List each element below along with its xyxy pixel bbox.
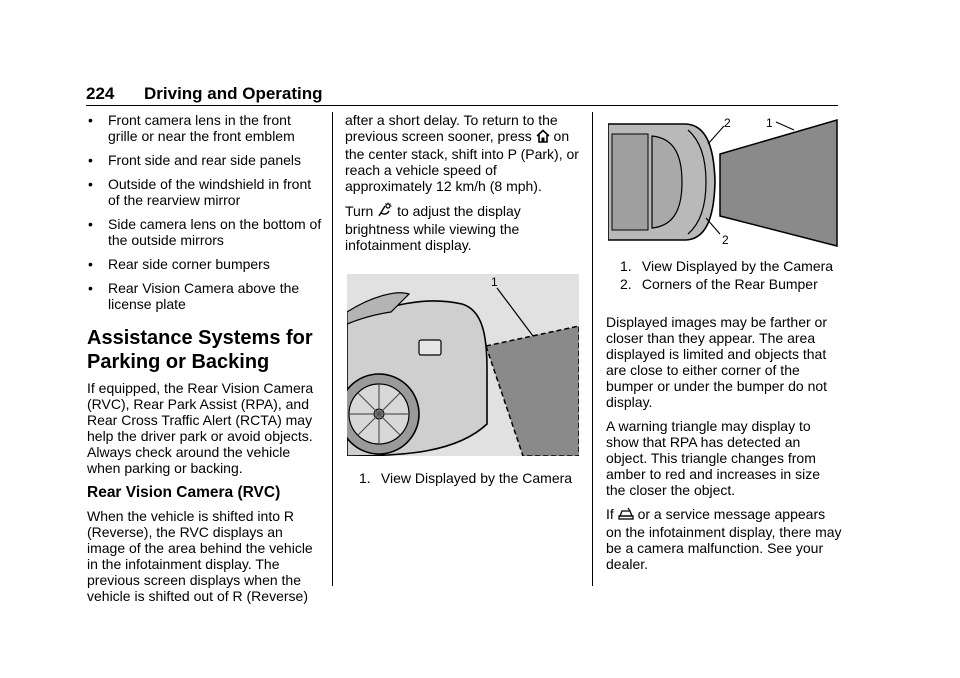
figure-label: 1	[491, 275, 498, 289]
figure-label-2-top: 2	[724, 116, 731, 130]
brightness-icon	[377, 202, 393, 221]
list-item: • Side camera lens on the bottom of the outside mirrors	[88, 216, 322, 248]
list-item: • Front camera lens in the front grille or near the front emblem	[88, 112, 295, 144]
intro-paragraph: If equipped, the Rear Vision Camera (RVC), Rear Park Assist (RPA), and Rear Cross Traffic Alert (RCTA) may help the driver park or avoid objects. Always check around the vehicle when parking or backing.	[87, 380, 314, 476]
bullet-icon: •	[88, 112, 93, 128]
caption-item: 2. Corners of the Rear Bumper	[620, 276, 818, 292]
bullet-icon: •	[88, 216, 93, 232]
page-number: 224	[86, 84, 115, 103]
section-title: Driving and Operating	[144, 84, 323, 103]
figure-label-2-bottom: 2	[722, 233, 729, 247]
list-item: • Outside of the windshield in front of the rearview mirror	[88, 176, 312, 208]
paragraph-return: after a short delay. To return to the previous screen sooner, press on the center stack, shift into P (Park), or reach a vehicle speed of approximately 12 km/h (8 mph).	[345, 112, 579, 194]
subsection-heading: Rear Vision Camera (RVC)	[87, 484, 281, 501]
page-header	[86, 84, 838, 106]
bullet-icon: •	[88, 256, 93, 272]
rear-camera-view-illustration	[347, 274, 579, 456]
list-item: • Rear side corner bumpers	[88, 256, 270, 272]
header-rule	[86, 105, 838, 106]
column-divider-2	[592, 112, 593, 586]
top-view-camera-illustration	[608, 112, 838, 250]
list-item: • Front side and rear side panels	[88, 152, 301, 168]
paragraph-brightness: Turn to adjust the display brightness while viewing the infotainment display.	[345, 203, 521, 253]
figure-captions	[606, 258, 842, 292]
column-divider-1	[332, 112, 333, 586]
bullet-icon: •	[88, 152, 93, 168]
section-heading: Assistance Systems for Parking or Backing	[87, 327, 313, 373]
paragraph-warning-triangle: A warning triangle may display to show that RPA has detected an object. This triangle changes from amber to red and increases in size the closer the object.	[606, 418, 820, 498]
paragraph-malfunction: If or a service message appears on the infotainment display, there may be a camera malfunction. See your dealer.	[606, 506, 842, 572]
paragraph-displayed-images: Displayed images may be farther or closer than they appear. The area displayed is limited and objects that are close to either corner of the bumper or under the bumper do not display.	[606, 314, 828, 410]
camera-warning-icon	[618, 507, 634, 524]
home-icon	[536, 129, 550, 146]
figure-caption: 1. View Displayed by the Camera	[359, 470, 573, 486]
figure-label-1: 1	[766, 116, 773, 130]
rvc-paragraph: When the vehicle is shifted into R (Reverse), the RVC displays an image of the area behind the vehicle in the infotainment display. The previous screen displays when the vehicle is shifted out of R (Reverse)	[87, 508, 313, 604]
bullet-list	[87, 112, 323, 312]
column-3-text	[606, 314, 842, 580]
column-1	[87, 112, 323, 612]
bullet-icon: •	[88, 176, 93, 192]
column-2	[345, 112, 581, 486]
bullet-icon: •	[88, 280, 93, 296]
list-item: • Rear Vision Camera above the license plate	[88, 280, 300, 312]
caption-item: 1. View Displayed by the Camera	[620, 258, 834, 274]
